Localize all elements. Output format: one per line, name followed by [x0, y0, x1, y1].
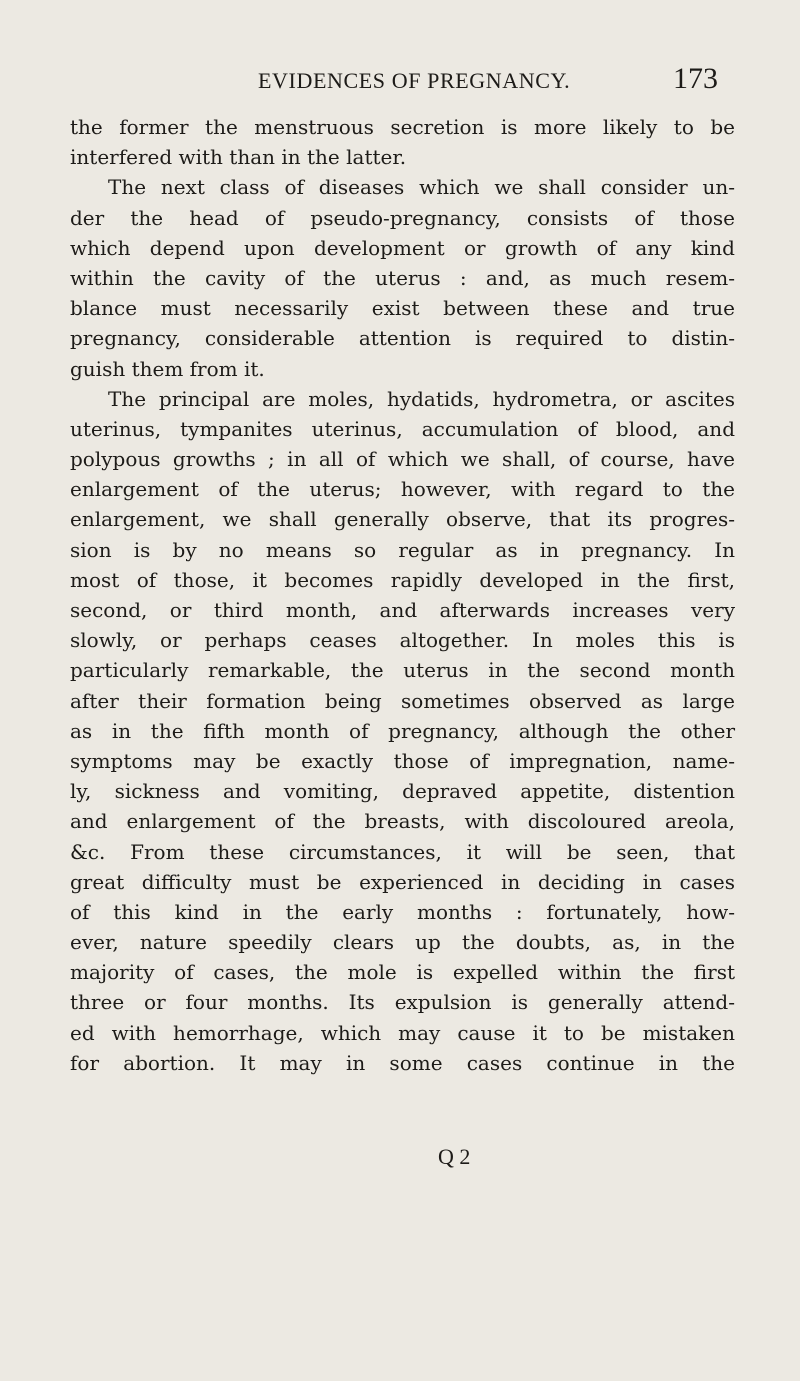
body-text [70, 112, 735, 1078]
text-line: der the head of pseudo-pregnancy, consists of those [70, 205, 735, 230]
running-head [258, 62, 718, 98]
text-line: interfered with than in the latter. [70, 145, 407, 170]
text-line: ed with hemorrhage, which may cause it to be mistaken [70, 1020, 735, 1045]
text-line: enlargement, we shall generally observe, that its progres- [70, 507, 735, 532]
text-line: the former the menstruous secretion is more likely to be [70, 115, 735, 139]
text-line: sion is by no means so regular as in pregnancy. In [70, 537, 735, 562]
text-line: &c. From these circumstances, it will be seen, that [70, 839, 735, 864]
text-line: and enlargement of the breasts, with discoloured areola, [70, 809, 735, 834]
text-line: within the cavity of the uterus : and, as much resem- [70, 265, 735, 290]
text-line: ever, nature speedily clears up the doubts, as, in the [70, 930, 735, 955]
text-line: as in the fifth month of pregnancy, although the other [70, 718, 735, 743]
signature-mark: Q 2 [438, 1144, 471, 1169]
text-line: ly, sickness and vomiting, depraved appetite, distention [70, 779, 735, 804]
text-line: three or four months. Its expulsion is generally attend- [70, 990, 735, 1015]
running-title: EVIDENCES OF PREGNANCY. [258, 68, 571, 93]
text-line: uterinus, tympanites uterinus, accumulation of blood, and [70, 416, 735, 441]
text-line: for abortion. It may in some cases continue in the [70, 1050, 735, 1075]
text-line: most of those, it becomes rapidly developed in the first, [70, 567, 735, 592]
text-line: of this kind in the early months : fortunately, how- [70, 899, 735, 924]
text-line: particularly remarkable, the uterus in the second month [70, 658, 735, 683]
text-line: great difficulty must be experienced in deciding in cases [70, 869, 735, 894]
text-line: after their formation being sometimes observed as large [70, 688, 735, 713]
text-line: The next class of diseases which we shall consider un- [108, 175, 735, 200]
text-line: blance must necessarily exist between these and true [70, 296, 735, 321]
text-line: which depend upon development or growth of any kind [70, 235, 735, 260]
text-line: second, or third month, and afterwards increases very [70, 598, 735, 622]
text-line: symptoms may be exactly those of impregnation, name- [70, 748, 735, 773]
text-line: slowly, or perhaps ceases altogether. In moles this is [70, 628, 735, 653]
text-line: majority of cases, the mole is expelled within the first [70, 960, 735, 985]
page-number: 173 [673, 62, 718, 95]
text-line: polypous growths ; in all of which we shall, of course, have [70, 447, 735, 472]
text-line: guish them from it. [70, 356, 265, 381]
text-line: pregnancy, considerable attention is required to distin- [70, 326, 735, 351]
text-line: enlargement of the uterus; however, with regard to the [70, 477, 735, 502]
text-line: The principal are moles, hydatids, hydrometra, or ascites [108, 386, 735, 411]
